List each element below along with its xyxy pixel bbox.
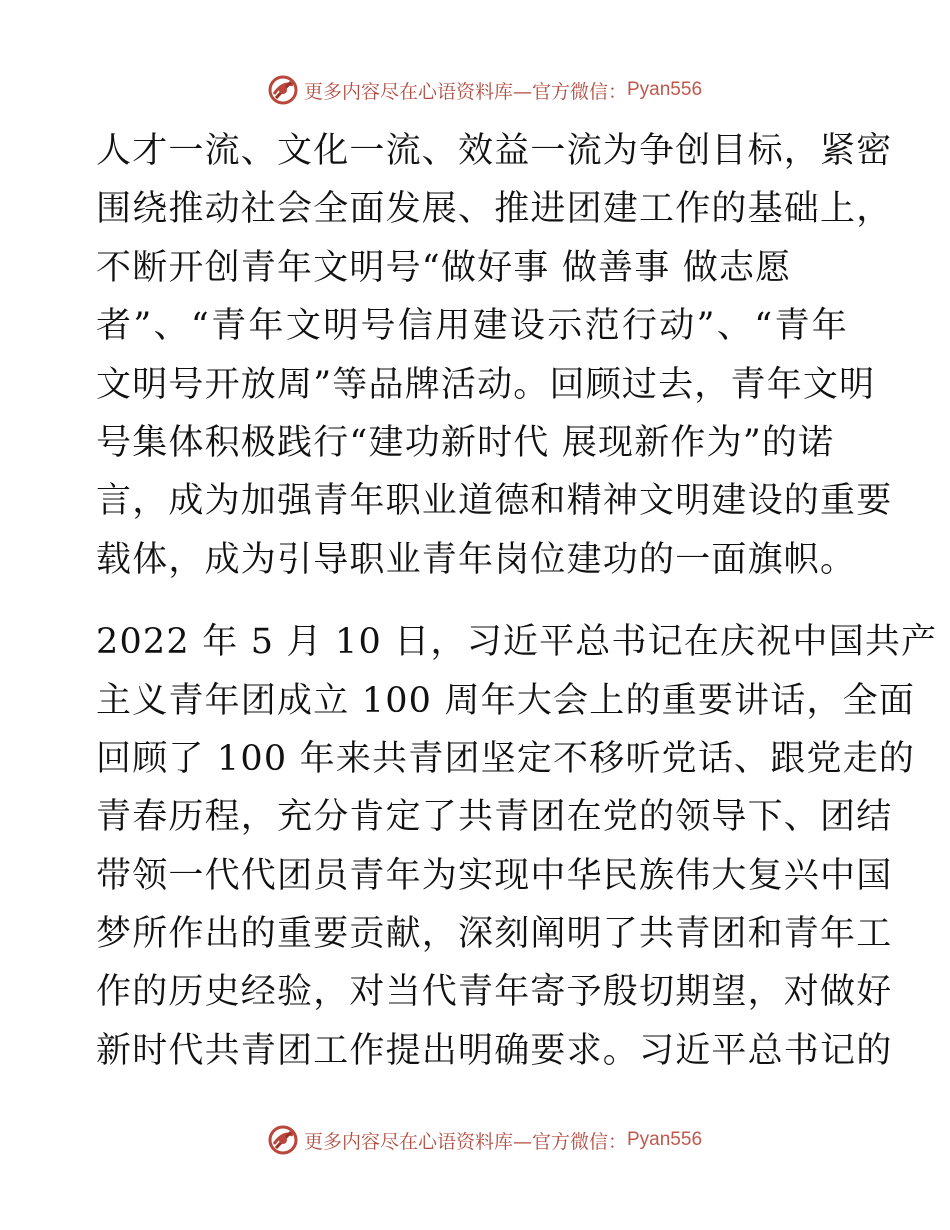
- text-line: 人才一流、文化一流、效益一流为争创目标，紧密: [96, 131, 893, 171]
- document-body: [96, 122, 938, 1080]
- paragraph-1: [96, 122, 893, 589]
- text-line: 带领一代代团员青年为实现中华民族伟大复兴中国: [96, 855, 893, 896]
- text-line: 梦所作出的重要贡献，深刻阐明了共青团和青年工: [96, 914, 893, 955]
- banner-text: 更多内容尽在心语资料库—官方微信：: [303, 80, 627, 103]
- text-line: 号集体积极践行“建功新时代 展现新作为”的诺: [96, 422, 835, 463]
- wechat-id: Pyan556: [627, 1129, 703, 1150]
- text-line: 者”、“青年文明号信用建设示范行动”、“青年: [96, 306, 848, 347]
- footer-banner: [0, 1120, 950, 1160]
- text-line: 文明号开放周”等品牌活动。回顾过去，青年文明: [96, 364, 876, 405]
- text-line: 言，成为加强青年职业道德和精神文明建设的重要: [96, 481, 893, 522]
- brand-logo-icon: [266, 73, 300, 107]
- text-line: 青春历程，充分肯定了共青团在党的领导下、团结: [96, 797, 893, 838]
- text-line: 回顾了 100 年来共青团坚定不移听党话、跟党走的: [96, 738, 916, 779]
- text-line: 2022 年 5 月 10 日，习近平总书记在庆祝中国共产: [96, 622, 938, 663]
- text-line: 主义青年团成立 100 周年大会上的重要讲话，全面: [96, 680, 916, 721]
- banner-text: 更多内容尽在心语资料库—官方微信：: [303, 1130, 627, 1153]
- text-line: 新时代共青团工作提出明确要求。习近平总书记的: [96, 1030, 893, 1071]
- wechat-id: Pyan556: [627, 79, 703, 100]
- paragraph-2: [96, 613, 938, 1080]
- text-line: 不断开创青年文明号“做好事 做善事 做志愿: [96, 247, 792, 288]
- text-line: 作的历史经验，对当代青年寄予殷切期望，对做好: [96, 972, 893, 1013]
- header-banner: [0, 70, 950, 110]
- text-line: 围绕推动社会全面发展、推进团建工作的基础上，: [96, 189, 893, 230]
- brand-logo-icon: [266, 1123, 300, 1157]
- text-line: 载体，成为引导职业青年岗位建功的一面旗帜。: [96, 539, 857, 580]
